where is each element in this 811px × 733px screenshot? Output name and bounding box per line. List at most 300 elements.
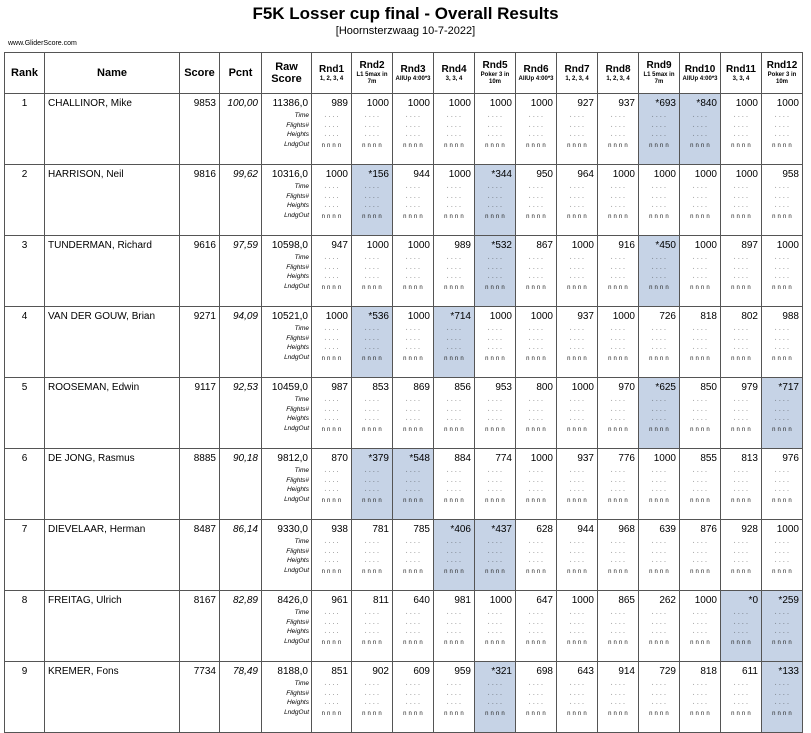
flight-details: · · · · · · · · · · · · n n n n — [772, 256, 792, 291]
round-points: 1000 — [530, 98, 553, 109]
table-row[interactable] — [5, 236, 803, 307]
flight-details: · · · · · · · · · · · · n n n n — [567, 114, 587, 149]
round-score-cell — [557, 449, 598, 520]
round-score-cell — [475, 520, 516, 591]
round-points: 802 — [741, 311, 758, 322]
round-task: 1, 2, 3, 4 — [606, 75, 630, 82]
round-score-cell — [639, 449, 680, 520]
detail-label: Heights — [286, 131, 309, 138]
flight-details: · · · · · · · · · · · · n n n n — [608, 185, 628, 220]
site-link[interactable]: www.GliderScore.com — [8, 40, 77, 47]
round-points: 947 — [331, 240, 348, 251]
flight-details: · · · · · · · · · · · · n n n n — [321, 540, 342, 575]
round-points: *536 — [368, 311, 389, 322]
flight-details: · · · · · · · · · · · · n n n n — [526, 398, 546, 433]
round-score-cell — [434, 449, 475, 520]
flight-details: · · · · · · · · · · · · n n n n — [362, 611, 382, 646]
pilot-name: HARRISON, Neil — [45, 165, 180, 236]
flight-details: · · · · · · · · · · · · n n n n — [731, 114, 751, 149]
detail-label: Time — [294, 254, 309, 261]
flight-details: · · · · · · · · · · · · n n n n — [690, 398, 710, 433]
flight-details: · · · · · · · · · · · · n n n n — [526, 185, 546, 220]
flight-details: · · · · · · · · · · · · n n n n — [608, 469, 628, 504]
round-score-cell — [639, 94, 680, 165]
col-round-10 — [680, 53, 721, 94]
round-points: 961 — [331, 595, 348, 606]
col-round-6 — [516, 53, 557, 94]
round-points: *379 — [368, 453, 389, 464]
round-points: *259 — [778, 595, 799, 606]
round-points: 1000 — [571, 240, 594, 251]
round-score-cell — [312, 236, 352, 307]
detail-labels — [284, 395, 309, 433]
round-points: 776 — [618, 453, 635, 464]
round-score-cell — [312, 449, 352, 520]
raw-score-value: 10521,0 — [271, 311, 308, 322]
round-points: 628 — [536, 524, 553, 535]
round-points: 1000 — [325, 311, 348, 322]
round-score-cell — [762, 236, 803, 307]
round-label: Rnd11 — [725, 63, 756, 75]
round-points: 262 — [659, 595, 676, 606]
detail-label: Heights — [286, 202, 309, 209]
round-points: 640 — [413, 595, 430, 606]
detail-label: Flights# — [286, 263, 309, 271]
flight-details: · · · · · · · · · · · · n n n n — [444, 540, 464, 575]
score-cell: 9271 — [180, 307, 220, 378]
flight-details: · · · · · · · · · · · · n n n n — [772, 398, 792, 433]
round-points: 937 — [618, 98, 635, 109]
raw-score-cell — [262, 662, 312, 733]
pcnt-cell: 97,59 — [220, 236, 262, 307]
flight-details: · · · · · · · · · · · · n n n n — [444, 398, 464, 433]
pcnt-cell: 99,62 — [220, 165, 262, 236]
round-score-cell — [516, 165, 557, 236]
score-cell: 9853 — [180, 94, 220, 165]
round-score-cell — [475, 307, 516, 378]
round-task: Poker 3 in 10m — [767, 72, 797, 85]
flight-details: · · · · · · · · · · · · n n n n — [649, 469, 669, 504]
flight-details: · · · · · · · · · · · · n n n n — [403, 185, 423, 220]
round-points: 1000 — [653, 453, 676, 464]
raw-score-cell — [262, 165, 312, 236]
round-points: *133 — [778, 666, 799, 677]
round-task: 3, 3, 4 — [445, 75, 463, 82]
raw-score-value: 10316,0 — [271, 169, 308, 180]
flight-details: · · · · · · · · · · · · n n n n — [403, 469, 423, 504]
round-score-cell — [639, 165, 680, 236]
col-pcnt: Pcnt — [220, 53, 262, 94]
round-score-cell — [598, 591, 639, 662]
round-score-cell — [557, 236, 598, 307]
detail-label: Time — [294, 325, 309, 332]
raw-score-cell — [262, 94, 312, 165]
round-label: Rnd10 — [684, 63, 716, 75]
round-score-cell — [312, 94, 352, 165]
flight-details: · · · · · · · · · · · · n n n n — [649, 540, 669, 575]
round-points: 774 — [495, 453, 512, 464]
round-score-cell — [352, 94, 393, 165]
round-score-cell — [434, 165, 475, 236]
rank-cell: 3 — [5, 236, 45, 307]
round-points: *625 — [655, 382, 676, 393]
detail-label: Flights# — [286, 121, 309, 129]
round-score-cell — [434, 94, 475, 165]
round-score-cell — [352, 165, 393, 236]
detail-label: Time — [294, 112, 309, 119]
detail-label: Time — [294, 396, 309, 403]
raw-score-cell — [262, 520, 312, 591]
flight-details: · · · · · · · · · · · · n n n n — [526, 682, 546, 717]
round-points: 987 — [331, 382, 348, 393]
col-round-7 — [557, 53, 598, 94]
round-task: L1 5max in 7m — [643, 72, 675, 85]
round-points: 856 — [454, 382, 471, 393]
round-score-cell — [516, 378, 557, 449]
pilot-name: DIEVELAAR, Herman — [45, 520, 180, 591]
flight-details: · · · · · · · · · · · · n n n n — [772, 540, 792, 575]
flight-details: · · · · · · · · · · · · n n n n — [567, 327, 587, 362]
round-score-cell — [557, 165, 598, 236]
flight-details: · · · · · · · · · · · · n n n n — [485, 469, 505, 504]
raw-score-cell — [262, 236, 312, 307]
round-points: 1000 — [366, 240, 389, 251]
round-points: *840 — [696, 98, 717, 109]
round-points: 1000 — [735, 98, 758, 109]
flight-details: · · · · · · · · · · · · n n n n — [485, 114, 505, 149]
round-score-cell — [680, 307, 721, 378]
col-round-3 — [393, 53, 434, 94]
round-score-cell — [557, 94, 598, 165]
col-round-8 — [598, 53, 639, 94]
flight-details: · · · · · · · · · · · · n n n n — [444, 611, 464, 646]
table-row[interactable] — [5, 591, 803, 662]
flight-details: · · · · · · · · · · · · n n n n — [444, 256, 464, 291]
raw-score-value: 11386,0 — [272, 98, 308, 109]
round-points: 944 — [413, 169, 430, 180]
detail-label: LndgOut — [284, 708, 309, 716]
round-points: 1000 — [694, 595, 717, 606]
round-points: 1000 — [530, 453, 553, 464]
flight-details: · · · · · · · · · · · · n n n n — [362, 327, 382, 362]
score-cell: 8487 — [180, 520, 220, 591]
pcnt-cell: 78,49 — [220, 662, 262, 733]
round-points: 1000 — [489, 98, 512, 109]
pilot-name: DE JONG, Rasmus — [45, 449, 180, 520]
round-points: 1000 — [776, 240, 799, 251]
flight-details: · · · · · · · · · · · · n n n n — [444, 327, 464, 362]
round-points: 870 — [331, 453, 348, 464]
round-score-cell — [680, 236, 721, 307]
flight-details: · · · · · · · · · · · · n n n n — [567, 469, 587, 504]
round-points: 1000 — [776, 524, 799, 535]
pilot-name: TUNDERMAN, Richard — [45, 236, 180, 307]
flight-details: · · · · · · · · · · · · n n n n — [403, 256, 423, 291]
round-points: *714 — [450, 311, 471, 322]
detail-label: Flights# — [286, 547, 309, 555]
detail-label: Heights — [286, 415, 309, 422]
flight-details: · · · · · · · · · · · · n n n n — [526, 114, 546, 149]
detail-label: Heights — [286, 628, 309, 635]
col-round-4 — [434, 53, 475, 94]
score-cell: 9816 — [180, 165, 220, 236]
round-points: 1000 — [612, 311, 635, 322]
round-score-cell — [516, 449, 557, 520]
flight-details: · · · · · · · · · · · · n n n n — [731, 398, 751, 433]
flight-details: · · · · · · · · · · · · n n n n — [485, 256, 505, 291]
flight-details: · · · · · · · · · · · · n n n n — [772, 327, 792, 362]
detail-labels — [284, 608, 309, 646]
round-task: Poker 3 in 10m — [480, 72, 510, 85]
flight-details: · · · · · · · · · · · · n n n n — [403, 682, 423, 717]
detail-label: LndgOut — [284, 211, 309, 219]
table-row[interactable] — [5, 165, 803, 236]
flight-details: · · · · · · · · · · · · n n n n — [772, 611, 792, 646]
detail-labels — [284, 182, 309, 220]
round-points: 781 — [372, 524, 389, 535]
flight-details: · · · · · · · · · · · · n n n n — [567, 398, 587, 433]
round-points: 964 — [577, 169, 594, 180]
round-score-cell — [516, 591, 557, 662]
flight-details: · · · · · · · · · · · · n n n n — [403, 398, 423, 433]
flight-details: · · · · · · · · · · · · n n n n — [772, 682, 792, 717]
round-score-cell — [312, 662, 352, 733]
round-score-cell — [516, 94, 557, 165]
round-points: 1000 — [489, 595, 512, 606]
rank-cell: 8 — [5, 591, 45, 662]
round-points: 850 — [700, 382, 717, 393]
pilot-name: FREITAG, Ulrich — [45, 591, 180, 662]
flight-details: · · · · · · · · · · · · n n n n — [485, 540, 505, 575]
flight-details: · · · · · · · · · · · · n n n n — [772, 185, 792, 220]
round-score-cell — [516, 520, 557, 591]
raw-score-cell — [262, 449, 312, 520]
flight-details: · · · · · · · · · · · · n n n n — [731, 256, 751, 291]
round-points: 927 — [577, 98, 594, 109]
flight-details: · · · · · · · · · · · · n n n n — [608, 256, 628, 291]
detail-label: Time — [294, 538, 309, 545]
round-label: Rnd9 — [646, 60, 672, 71]
round-points: 914 — [618, 666, 635, 677]
round-score-cell — [352, 236, 393, 307]
round-score-cell — [475, 378, 516, 449]
round-score-cell — [393, 591, 434, 662]
round-points: 1000 — [407, 98, 430, 109]
table-row[interactable] — [5, 449, 803, 520]
flight-details: · · · · · · · · · · · · n n n n — [567, 256, 587, 291]
col-round-2 — [352, 53, 393, 94]
detail-label: Flights# — [286, 405, 309, 413]
results-body — [5, 94, 803, 733]
flight-details: · · · · · · · · · · · · n n n n — [690, 682, 710, 717]
round-score-cell — [680, 520, 721, 591]
flight-details: · · · · · · · · · · · · n n n n — [362, 185, 382, 220]
detail-label: Heights — [286, 699, 309, 706]
round-points: 1000 — [612, 169, 635, 180]
flight-details: · · · · · · · · · · · · n n n n — [772, 114, 792, 149]
detail-label: Flights# — [286, 192, 309, 200]
flight-details: · · · · · · · · · · · · n n n n — [526, 540, 546, 575]
round-score-cell — [352, 449, 393, 520]
round-score-cell — [721, 520, 762, 591]
round-points: 1000 — [407, 240, 430, 251]
round-score-cell — [639, 591, 680, 662]
flight-details: · · · · · · · · · · · · n n n n — [608, 682, 628, 717]
round-points: *693 — [655, 98, 676, 109]
round-task: 1, 2, 3, 4 — [565, 75, 589, 82]
round-points: 813 — [741, 453, 758, 464]
round-points: 1000 — [407, 311, 430, 322]
flight-details: · · · · · · · · · · · · n n n n — [321, 185, 342, 220]
round-score-cell — [598, 662, 639, 733]
flight-details: · · · · · · · · · · · · n n n n — [649, 256, 669, 291]
pcnt-cell: 86,14 — [220, 520, 262, 591]
round-points: 865 — [618, 595, 635, 606]
round-score-cell — [598, 236, 639, 307]
round-label: Rnd5 — [482, 60, 508, 71]
pilot-name: VAN DER GOUW, Brian — [45, 307, 180, 378]
rank-cell: 2 — [5, 165, 45, 236]
detail-label: Time — [294, 609, 309, 616]
detail-labels — [284, 253, 309, 291]
round-points: 1000 — [366, 98, 389, 109]
flight-details: · · · · · · · · · · · · n n n n — [403, 114, 423, 149]
round-label: Rnd8 — [605, 63, 631, 75]
detail-label: Heights — [286, 486, 309, 493]
round-task: AllUp 4:00*3 — [518, 75, 554, 82]
round-points: 897 — [741, 240, 758, 251]
pcnt-cell: 90,18 — [220, 449, 262, 520]
flight-details: · · · · · · · · · · · · n n n n — [485, 327, 505, 362]
detail-label: LndgOut — [284, 353, 309, 361]
flight-details: · · · · · · · · · · · · n n n n — [444, 682, 464, 717]
col-round-11 — [721, 53, 762, 94]
round-score-cell — [598, 520, 639, 591]
round-score-cell — [721, 662, 762, 733]
detail-label: Heights — [286, 557, 309, 564]
detail-label: Time — [294, 183, 309, 190]
detail-label: Flights# — [286, 618, 309, 626]
round-points: 950 — [536, 169, 553, 180]
round-points: 1000 — [694, 240, 717, 251]
round-points: 611 — [742, 666, 758, 677]
round-points: 976 — [782, 453, 799, 464]
round-points: 609 — [413, 666, 430, 677]
round-score-cell — [598, 449, 639, 520]
detail-label: Flights# — [286, 689, 309, 697]
flight-details: · · · · · · · · · · · · n n n n — [731, 469, 751, 504]
table-row[interactable] — [5, 520, 803, 591]
detail-label: Heights — [286, 273, 309, 280]
round-task: L1 5max in 7m — [356, 72, 388, 85]
round-points: 988 — [782, 311, 799, 322]
detail-labels — [284, 466, 309, 504]
round-score-cell — [312, 165, 352, 236]
round-label: Rnd7 — [564, 63, 590, 75]
detail-label: LndgOut — [284, 424, 309, 432]
round-points: 1000 — [653, 169, 676, 180]
round-points: *548 — [409, 453, 430, 464]
round-points: 928 — [741, 524, 758, 535]
round-task: AllUp 4:00*3 — [682, 75, 718, 82]
header-row — [5, 53, 803, 94]
flight-details: · · · · · · · · · · · · n n n n — [649, 611, 669, 646]
detail-labels — [284, 324, 309, 362]
round-task: 1, 2, 3, 4 — [319, 75, 344, 82]
detail-label: LndgOut — [284, 495, 309, 503]
event-subtitle: [Hoornsterzwaag 10-7-2022] — [335, 25, 476, 37]
table-row[interactable] — [5, 378, 803, 449]
col-rank: Rank — [5, 53, 45, 94]
round-score-cell — [721, 94, 762, 165]
flight-details: · · · · · · · · · · · · n n n n — [526, 256, 546, 291]
score-cell: 7734 — [180, 662, 220, 733]
round-points: 959 — [454, 666, 471, 677]
round-score-cell — [393, 520, 434, 591]
flight-details: · · · · · · · · · · · · n n n n — [567, 540, 587, 575]
flight-details: · · · · · · · · · · · · n n n n — [649, 398, 669, 433]
round-points: 818 — [700, 666, 717, 677]
round-score-cell — [762, 520, 803, 591]
round-points: *532 — [491, 240, 512, 251]
round-score-cell — [557, 520, 598, 591]
flight-details: · · · · · · · · · · · · n n n n — [321, 327, 342, 362]
col-round-12 — [762, 53, 803, 94]
round-points: 811 — [373, 595, 389, 606]
flight-details: · · · · · · · · · · · · n n n n — [690, 256, 710, 291]
round-score-cell — [312, 520, 352, 591]
round-label: Rnd12 — [766, 60, 798, 71]
round-points: *0 — [748, 595, 758, 606]
round-label: Rnd6 — [523, 63, 549, 75]
table-row[interactable] — [5, 307, 803, 378]
flight-details: · · · · · · · · · · · · n n n n — [649, 185, 669, 220]
round-points: 884 — [454, 453, 471, 464]
round-score-cell — [475, 449, 516, 520]
pcnt-cell: 94,09 — [220, 307, 262, 378]
flight-details: · · · · · · · · · · · · n n n n — [403, 540, 423, 575]
round-score-cell — [721, 165, 762, 236]
table-row[interactable] — [5, 662, 803, 733]
detail-label: LndgOut — [284, 566, 309, 574]
flight-details: · · · · · · · · · · · · n n n n — [649, 114, 669, 149]
round-points: 902 — [372, 666, 389, 677]
round-points: 639 — [659, 524, 676, 535]
round-points: 937 — [577, 453, 594, 464]
round-points: 726 — [659, 311, 676, 322]
detail-label: Flights# — [286, 476, 309, 484]
flight-details: · · · · · · · · · · · · n n n n — [362, 682, 382, 717]
flight-details: · · · · · · · · · · · · n n n n — [403, 611, 423, 646]
col-round-1 — [312, 53, 352, 94]
round-points: 851 — [331, 666, 348, 677]
detail-label: Time — [294, 467, 309, 474]
flight-details: · · · · · · · · · · · · n n n n — [690, 611, 710, 646]
round-points: 867 — [536, 240, 553, 251]
flight-details: · · · · · · · · · · · · n n n n — [444, 469, 464, 504]
round-score-cell — [312, 591, 352, 662]
round-score-cell — [475, 591, 516, 662]
raw-score-cell — [262, 307, 312, 378]
detail-label: LndgOut — [284, 637, 309, 645]
round-score-cell — [762, 378, 803, 449]
rank-cell: 9 — [5, 662, 45, 733]
table-row[interactable] — [5, 94, 803, 165]
flight-details: · · · · · · · · · · · · n n n n — [362, 469, 382, 504]
round-score-cell — [721, 591, 762, 662]
round-points: 800 — [536, 382, 553, 393]
pilot-name: KREMER, Fons — [45, 662, 180, 733]
